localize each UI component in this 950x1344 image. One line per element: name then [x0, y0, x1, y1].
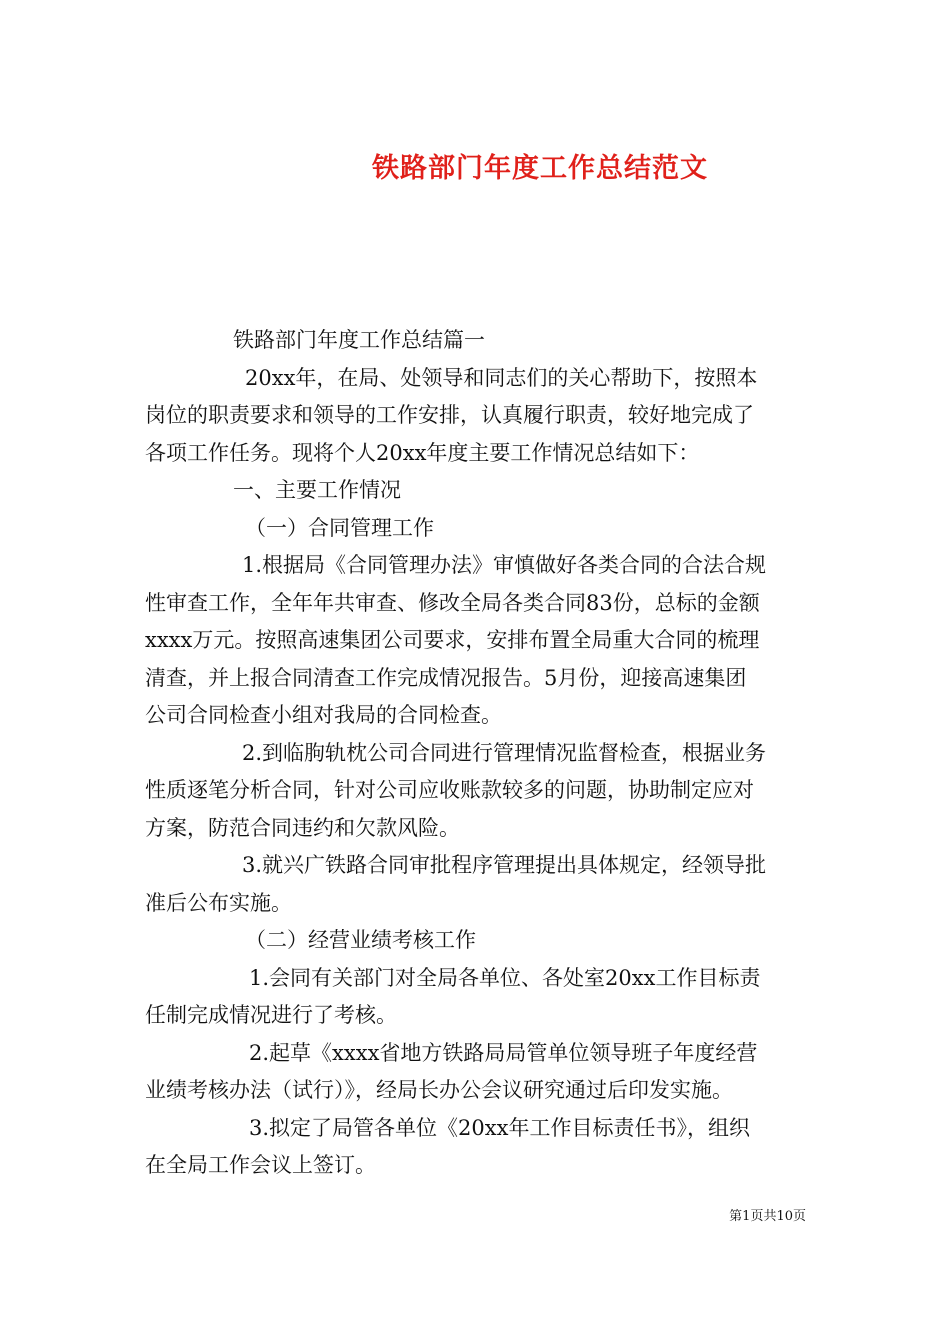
paragraph-line: 1.根据局《合同管理办法》审慎做好各类合同的合法合规	[242, 553, 767, 577]
paragraph-line: 方案，防范合同违约和欠款风险。	[145, 815, 460, 840]
paragraph-line: 3.拟定了局管各单位《20xx年工作目标责任书》，组织	[249, 1115, 750, 1140]
paragraph-line: 业绩考核办法（试行）》，经局长办公会议研究通过后印发实施。	[145, 1078, 733, 1102]
paragraph-line: 准后公布实施。	[145, 890, 292, 915]
paragraph-line: 2.起草《xxxx省地方铁路局局管单位领导班子年度经营	[249, 1040, 758, 1065]
paragraph-line: 任制完成情况进行了考核。	[145, 1003, 397, 1027]
paragraph-line: 20xx年，在局、处领导和同志们的关心帮助下，按照本	[245, 365, 758, 390]
paragraph-line: 各项工作任务。现将个人20xx年度主要工作情况总结如下：	[145, 440, 700, 465]
section-heading: 铁路部门年度工作总结篇一	[233, 328, 485, 352]
paragraph-line: xxxx万元。按照高速集团公司要求，安排布置全局重大合同的梳理	[145, 628, 760, 652]
page-number: 第1页共10页	[729, 1209, 806, 1224]
subsection-heading: （一）合同管理工作	[245, 515, 434, 540]
paragraph-line: 2.到临朐轨枕公司合同进行管理情况监督检查，根据业务	[242, 740, 767, 765]
paragraph-line: 公司合同检查小组对我局的合同检查。	[145, 703, 502, 727]
paragraph-line: 性质逐笔分析合同，针对公司应收账款较多的问题，协助制定应对	[145, 778, 754, 802]
paragraph-line: 3.就兴广铁路合同审批程序管理提出具体规定，经领导批	[242, 853, 767, 877]
paragraph-line: 清查，并上报合同清查工作完成情况报告。5月份，迎接高速集团	[145, 665, 747, 690]
section-heading: 一、主要工作情况	[233, 478, 401, 502]
paragraph-line: 性审查工作，全年年共审查、修改全局各类合同83份，总标的金额	[145, 590, 760, 615]
paragraph-line: 在全局工作会议上签订。	[145, 1153, 376, 1177]
document-body	[145, 322, 810, 1185]
paragraph-line: 1.会同有关部门对全局各单位、各处室20xx工作目标责	[249, 965, 761, 990]
document-title: 铁路部门年度工作总结范文	[372, 153, 708, 185]
paragraph-line: 岗位的职责要求和领导的工作安排，认真履行职责，较好地完成了	[145, 403, 754, 427]
subsection-heading: （二）经营业绩考核工作	[245, 928, 476, 952]
